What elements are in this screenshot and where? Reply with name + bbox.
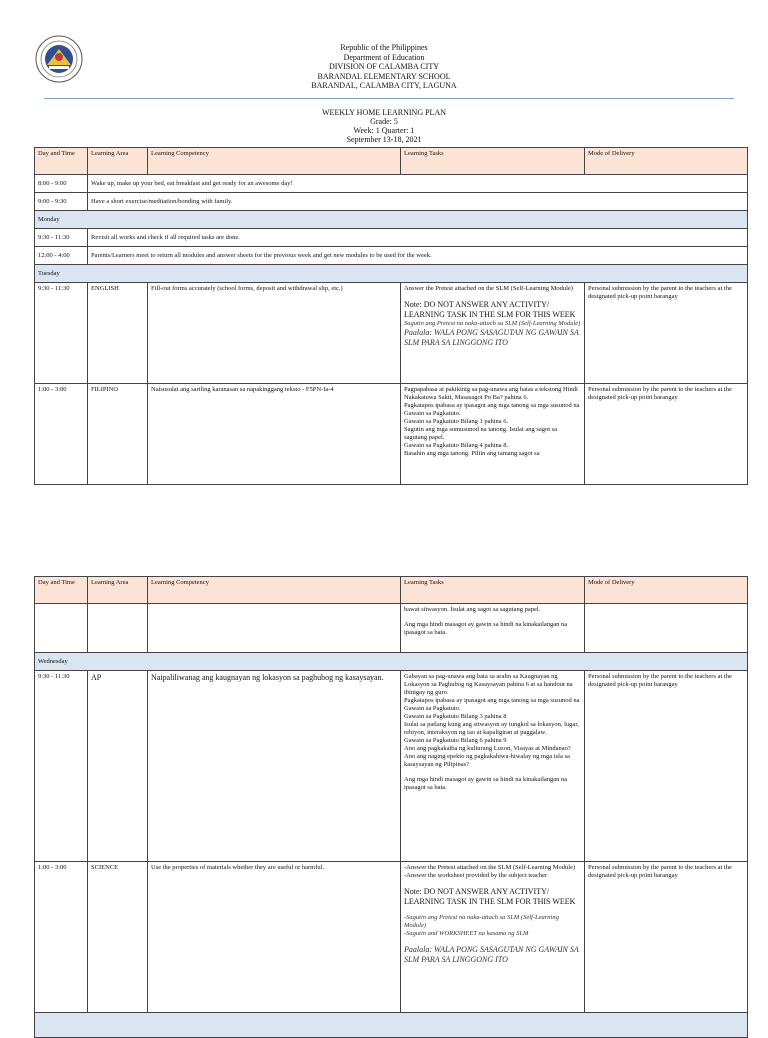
header-line: DIVISION OF CALAMBA CITY [328, 62, 439, 71]
time-cell: 1:00 - 3:00 [35, 384, 88, 485]
task-note: Paalala: WALA PONG SASAGUTAN NG GAWAIN SA SLM PARA SA LINGGONG ITO [404, 328, 579, 347]
delivery-cell [585, 604, 748, 653]
plan-title [0, 108, 768, 144]
task-text: Isulat sa patlang kung ang sitwasyon ay tungkol sa lokasyon, lugar, rehiyon, interaksyon ng tao at kapaligiran at paggalaw. [404, 721, 579, 736]
title-line: WEEKLY HOME LEARNING PLAN [322, 108, 446, 117]
table-row [35, 193, 748, 211]
day-row-wednesday [35, 653, 748, 671]
time-cell: 9:30 - 11:30 [35, 229, 88, 247]
delivery-cell: Personal submission by the parent to the teachers at the designated pick-up point barangay [585, 384, 748, 485]
task-text: -Answer the worksheet provided by the subject teacher [404, 872, 548, 879]
learning-plan-table-2 [34, 576, 748, 1038]
col-header-day-time: Day and Time [35, 148, 88, 175]
learning-plan-table-1 [34, 147, 748, 485]
activity-cell: Revisit all works and check if all required tasks are done. [88, 229, 748, 247]
school-header [0, 43, 768, 91]
spacer [404, 907, 581, 914]
task-text: Answer the Pretest attached on the SLM (Self-Learning Module) [404, 285, 573, 292]
competency-cell: Fill-out forms accurately (school forms, deposit and withdrawal slip, etc.) [148, 283, 401, 384]
task-text: Gawain sa Pagkatuto Bilang 1 pahina 6. [404, 418, 509, 425]
delivery-cell: Personal submission by the parent to the teachers at the designated pick-up point barangay [585, 862, 748, 1013]
learning-area-cell [88, 604, 148, 653]
title-line: Grade: 5 [370, 117, 398, 126]
day-row-monday [35, 211, 748, 229]
header-line: BARANDAL, CALAMBA CITY, LAGUNA [311, 81, 457, 90]
competency-cell: Naipaliliwanag ang kaugnayan ng lokasyon sa paghubog ng kasaysayan. [148, 671, 401, 862]
tasks-cell [401, 384, 585, 485]
spacer [404, 769, 581, 776]
competency-cell [148, 604, 401, 653]
task-text: Ang mga hindi masagot ay gawin sa hindi na kinakailangan na ipasagot sa bata. [404, 776, 568, 791]
day-row-tuesday [35, 265, 748, 283]
task-note: Paalala: WALA PONG SASAGUTAN NG GAWAIN SA SLM PARA SA LINGGONG ITO [404, 945, 579, 964]
table-row-science [35, 862, 748, 1013]
spacer [404, 614, 581, 621]
task-text: bawat sitwasyon. Isulat ang sagot sa sagutang papel. [404, 606, 541, 613]
time-cell: 9:00 - 9:30 [35, 193, 88, 211]
tasks-cell [401, 862, 585, 1013]
day-label: Tuesday [35, 265, 748, 283]
task-text: Gawain sa Pagkatuto Bilang 3 pahina 8 [404, 713, 507, 720]
day-label: Wednesday [35, 653, 748, 671]
table-row [35, 175, 748, 193]
spacer [404, 293, 581, 300]
task-text: -Sagutin and WORKSHEET na kasama ng SLM [404, 930, 529, 937]
activity-cell: Have a short exercise/meditation/bonding with family. [88, 193, 748, 211]
time-cell: 9:30 - 11:30 [35, 671, 88, 862]
col-header-learning-area: Learning Area [88, 148, 148, 175]
table-row-continued [35, 604, 748, 653]
day-row-next [35, 1013, 748, 1038]
day-label [35, 1013, 748, 1038]
table-row [35, 247, 748, 265]
col-header-competency: Learning Competency [148, 577, 401, 604]
tasks-cell [401, 283, 585, 384]
col-header-day-time: Day and Time [35, 577, 88, 604]
spacer [404, 880, 581, 887]
learning-area-cell: FILIPINO [88, 384, 148, 485]
task-text: Ano ang pagkakaiba ng kulturang Luzon, Visayas at Mindanao? Ano ang naging epekto ng pagkakahiwa-hiwalay ng mga isla sa kasaysayan ng Pilipinas? [404, 745, 571, 768]
col-header-learning-area: Learning Area [88, 577, 148, 604]
time-cell: 8:00 - 9:00 [35, 175, 88, 193]
header-divider [44, 98, 734, 99]
delivery-cell: Personal submission by the parent to the teachers at the designated pick-up point barangay [585, 671, 748, 862]
header-row [35, 577, 748, 604]
delivery-cell: Personal submission by the parent to the teachers at the designated pick-up point barangay [585, 283, 748, 384]
col-header-competency: Learning Competency [148, 148, 401, 175]
time-cell: 9:30 - 11:30 [35, 283, 88, 384]
activity-cell: Parents/Learners meet to return all modules and answer sheets for the previous week and get new modules to be used for the week. [88, 247, 748, 265]
task-text: -Answer the Pretest attached on the SLM (Self-Learning Module) [404, 864, 576, 871]
col-header-tasks: Learning Tasks [401, 148, 585, 175]
spacer [404, 938, 581, 945]
task-text: Gabayan sa pag-unawa ang bata sa aralin sa Kaugnayan ng Lokasyon sa Paghubog ng Kasaysayan pahina 6 at sa handout na ibinigay ng guro. [404, 673, 573, 696]
table-row-ap [35, 671, 748, 862]
table-row [35, 229, 748, 247]
task-note: Note: DO NOT ANSWER ANY ACTIVITY/ LEARNING TASK IN THE SLM FOR THIS WEEK [404, 887, 576, 906]
time-cell: 12:00 - 4:00 [35, 247, 88, 265]
time-cell: 1:00 - 3:00 [35, 862, 88, 1013]
task-text: -Sagutin ang Pretest na naka-attach sa SLM (Self-Learning Module) [404, 914, 559, 929]
task-text: Pagkatapos ipabasa ay ipasagot ang mga tanong sa mga susunod na Gawain sa Pagkatuto. [404, 697, 580, 712]
competency-cell: Use the properties of materials whether they are useful or harmful. [148, 862, 401, 1013]
learning-area-cell: SCIENCE [88, 862, 148, 1013]
task-text: Gawain sa Pagkatuto Bilang 4 pahina 8. [404, 442, 509, 449]
table-row-english [35, 283, 748, 384]
title-line: September 13-18, 2021 [346, 135, 422, 144]
task-text: Sagutin ang mga sumusunod na tanong. Isulat ang sagot sa sagutang papel. [404, 426, 558, 441]
header-line: Republic of the Philippines [340, 43, 428, 52]
col-header-delivery: Mode of Delivery [585, 577, 748, 604]
competency-cell: Naisusulat ang sariling karanasan sa napakinggang teksto - F5PN-Ia-4 [148, 384, 401, 485]
tasks-cell [401, 671, 585, 862]
col-header-tasks: Learning Tasks [401, 577, 585, 604]
col-header-delivery: Mode of Delivery [585, 148, 748, 175]
task-text: Ang mga hindi masagot ay gawin sa hindi na kinakailangan na ipasagot sa bata. [404, 621, 568, 636]
task-text: Basahin ang mga tanong. Piliin ang tamang sagot sa [404, 450, 540, 457]
task-note: Note: DO NOT ANSWER ANY ACTIVITY/ LEARNING TASK IN THE SLM FOR THIS WEEK [404, 300, 576, 319]
activity-cell: Wake up, make up your bed, eat breakfast and get ready for an awesome day! [88, 175, 748, 193]
header-line: Department of Education [343, 52, 425, 62]
table-row-filipino [35, 384, 748, 485]
header-line: BARANDAL ELEMENTARY SCHOOL [317, 71, 451, 81]
title-line: Week: 1 Quarter: 1 [353, 126, 415, 135]
task-text: Gawain sa Pagkatuto Bilang 6 pahina 9 [404, 737, 507, 744]
day-label: Monday [35, 211, 748, 229]
learning-area-cell: ENGLISH [88, 283, 148, 384]
task-text: Sagutin ang Pretest na naka-attach sa SLM (Self-Learning Module) [404, 320, 581, 327]
header-row [35, 148, 748, 175]
task-text: Pagkatapos ipabasa ay ipasagot ang mga tanong sa mga susunod na Gawain sa Pagkatuto. [404, 402, 580, 417]
time-cell [35, 604, 88, 653]
tasks-cell [401, 604, 585, 653]
learning-area-cell: AP [88, 671, 148, 862]
task-text: Pagpapabasa at pakikinig sa pag-unawa ang batas a tekstong Hindi Nakakatuwa Sakit, Masasagot Po Ba? pahina 6. [404, 386, 578, 401]
